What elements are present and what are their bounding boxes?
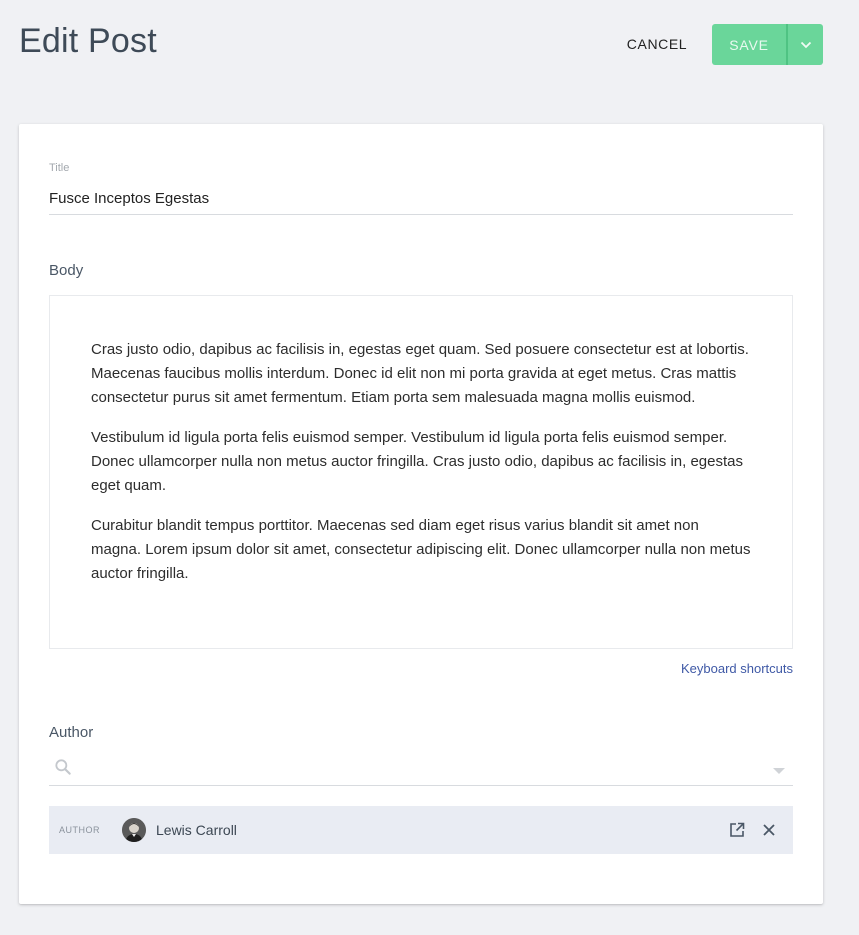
post-form-card (19, 124, 823, 904)
close-icon[interactable] (759, 820, 779, 840)
body-paragraph[interactable]: Vestibulum id ligula porta felis euismod semper. Vestibulum id ligula porta felis euismod semper. Donec ullamcorper nulla non metus auctor fringilla. Cras justo odio, dapibus ac facilisis in, egestas eget quam. (91, 429, 743, 494)
avatar (122, 818, 146, 842)
title-input[interactable] (49, 182, 793, 215)
body-paragraph[interactable]: Curabitur blandit tempus porttitor. Maecenas sed diam eget risus varius blandit sit amet non magna. Lorem ipsum dolor sit amet, consectetur adipiscing elit. Donec ullamcorper nulla non metus auctor fringilla. (91, 517, 751, 582)
body-editor[interactable] (49, 295, 793, 649)
author-portrait-icon (122, 818, 146, 842)
save-button-group (712, 24, 823, 65)
author-label: Author (49, 724, 94, 741)
cancel-button[interactable]: CANCEL (618, 24, 696, 64)
search-icon (53, 757, 73, 777)
author-search-input[interactable] (81, 754, 761, 784)
page-title: Edit Post (19, 22, 157, 60)
title-label: Title (49, 162, 70, 174)
page-header (0, 0, 859, 90)
dropdown-caret-icon[interactable] (773, 768, 785, 774)
open-in-new-icon[interactable] (727, 820, 747, 840)
author-name[interactable]: Lewis Carroll (156, 822, 237, 838)
body-label: Body (49, 262, 84, 279)
author-search-field[interactable] (49, 754, 793, 786)
author-row-actions (727, 820, 779, 840)
chevron-down-icon (800, 41, 812, 49)
save-options-button[interactable] (788, 24, 823, 65)
keyboard-shortcuts-link[interactable]: Keyboard shortcuts (680, 661, 793, 676)
save-button[interactable]: SAVE (712, 24, 786, 65)
selected-author-row (49, 806, 793, 854)
body-paragraph[interactable]: Cras justo odio, dapibus ac facilisis in, egestas eget quam. Sed posuere consectetur est at lobortis. Maecenas faucibus mollis interdum. Donec id elit non mi porta gravida at eget metus. Cras mattis consectetur purus sit amet fermentum. Etiam porta sem malesuada magna mollis euismod. (91, 341, 749, 406)
author-tag: AUTHOR (59, 825, 100, 835)
